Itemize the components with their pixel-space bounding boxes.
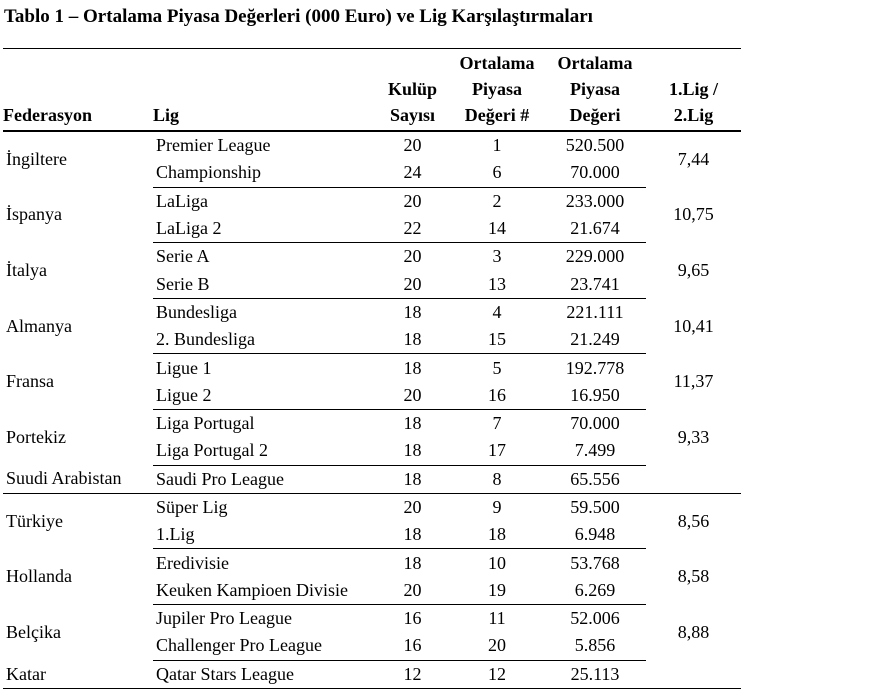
avg-value-cell: 520.500 [565,135,625,156]
rank-cell: 12 [450,660,544,688]
avg-value-cell: 229.000 [565,246,625,267]
kulup-cell: 24 [375,159,450,187]
ratio-cell: 10,41 [673,315,714,336]
rank-cell: 5 [492,357,502,378]
federasyon-cell: İspanya [6,204,62,225]
avg-value-cell: 5.856 [544,632,646,660]
kulup-cell: 18 [403,357,422,378]
rank-cell: 7 [492,413,502,434]
ratio-cell: 9,65 [677,259,710,280]
header-lig-ratio: 1.Lig / 2.Lig [646,49,741,132]
lig-cell: Qatar Stars League [153,660,375,688]
table-row [3,605,741,633]
lig-cell: 2. Bundesliga [153,326,375,354]
federasyon-cell: Belçika [6,621,61,642]
kulup-cell: 22 [375,215,450,243]
avg-value-cell: 6.269 [544,577,646,605]
federasyon-cell: Fransa [6,371,54,392]
lig-cell: Ligue 2 [153,382,375,410]
federasyon-cell: Türkiye [6,510,63,531]
kulup-cell: 18 [375,326,450,354]
kulup-cell: 20 [403,497,422,517]
kulup-cell: 18 [403,413,422,434]
avg-value-cell: 192.778 [565,357,625,378]
avg-value-cell: 23.741 [544,270,646,298]
rank-cell: 10 [488,552,506,573]
kulup-cell: 18 [403,301,422,322]
ratio-cell: 8,88 [677,621,710,642]
lig-cell: Premier League [156,135,271,156]
lig-cell: Ligue 1 [156,357,212,378]
rank-cell: 17 [450,437,544,465]
rank-cell: 14 [450,215,544,243]
ratio-cell [646,465,741,493]
ratio-cell [646,660,741,688]
table-row [3,187,741,215]
avg-value-cell: 59.500 [570,497,620,517]
federasyon-cell: İtalya [6,259,47,280]
federasyon-cell: Almanya [6,315,72,336]
rank-cell: 9 [492,497,502,517]
avg-value-cell: 221.111 [566,301,624,322]
kulup-cell: 20 [403,190,422,211]
ratio-cell: 10,75 [673,204,714,225]
lig-cell: Liga Portugal 2 [153,437,375,465]
avg-value-cell: 65.556 [544,465,646,493]
table-title: Tablo 1 – Ortalama Piyasa Değerleri (000 Euro) ve Lig Karşılaştırmaları [4,6,593,27]
rank-cell: 16 [450,382,544,410]
ratio-cell: 8,58 [677,566,710,587]
lig-cell: Eredivisie [156,552,229,573]
avg-value-cell: 70.000 [570,413,620,434]
rank-cell: 18 [450,521,544,549]
ratio-cell: 9,33 [677,426,710,447]
rank-cell: 8 [450,465,544,493]
ratio-cell: 7,44 [677,149,710,170]
lig-cell: Challenger Pro League [153,632,375,660]
federasyon-cell: Katar [3,660,153,688]
avg-value-cell: 21.249 [544,326,646,354]
avg-value-cell: 6.948 [544,521,646,549]
federasyon-cell: Suudi Arabistan [3,465,153,493]
avg-value-cell: 70.000 [544,159,646,187]
table-row [3,549,741,577]
rank-cell: 20 [450,632,544,660]
market-value-table [3,48,741,689]
header-ortalama-piyasa-degeri: Ortalama Piyasa Değeri [544,49,646,132]
avg-value-cell: 16.950 [544,382,646,410]
avg-value-cell: 52.006 [570,608,620,629]
rank-cell: 1 [492,135,502,156]
federasyon-cell: Portekiz [6,426,66,447]
kulup-cell: 18 [375,465,450,493]
federasyon-cell: İngiltere [6,149,67,170]
avg-value-cell: 7.499 [544,437,646,465]
ratio-cell: 11,37 [673,371,714,392]
lig-cell: Championship [153,159,375,187]
table-row [3,493,741,521]
rank-cell: 11 [488,608,506,629]
kulup-cell: 20 [375,270,450,298]
header-lig: Lig [153,49,375,132]
kulup-cell: 16 [403,608,422,629]
table-row [3,660,741,688]
rank-cell: 4 [492,301,502,322]
rank-cell: 15 [450,326,544,354]
kulup-cell: 16 [375,632,450,660]
kulup-cell: 20 [403,246,422,267]
kulup-cell: 12 [375,660,450,688]
kulup-cell: 20 [403,135,422,156]
rank-cell: 6 [450,159,544,187]
kulup-cell: 18 [403,552,422,573]
rank-cell: 13 [450,270,544,298]
avg-value-cell: 233.000 [565,190,625,211]
lig-cell: LaLiga [156,190,208,211]
lig-cell: Bundesliga [156,301,237,322]
header-ortalama-piyasa-degeri-rank: Ortalama Piyasa Değeri # [450,49,544,132]
rank-cell: 2 [492,190,502,211]
ratio-cell: 8,56 [677,510,710,531]
table-row [3,409,741,437]
avg-value-cell: 21.674 [544,215,646,243]
table-row [3,465,741,493]
avg-value-cell: 53.768 [570,552,620,573]
lig-cell: Liga Portugal [156,413,255,434]
avg-value-cell: 25.113 [544,660,646,688]
federasyon-cell: Hollanda [6,566,72,587]
table-row [3,131,741,159]
rank-cell: 3 [492,246,502,267]
kulup-cell: 20 [375,577,450,605]
header-kulup-sayisi: Kulüp Sayısı [375,49,450,132]
table-row [3,298,741,326]
lig-cell: LaLiga 2 [153,215,375,243]
lig-cell: Serie B [153,270,375,298]
lig-cell: Keuken Kampioen Divisie [153,577,375,605]
table-header-row [3,49,741,132]
lig-cell: Süper Lig [156,497,228,517]
rank-cell: 19 [450,577,544,605]
header-federasyon: Federasyon [3,49,153,132]
kulup-cell: 18 [375,521,450,549]
kulup-cell: 20 [375,382,450,410]
lig-cell: Saudi Pro League [153,465,375,493]
table-row [3,354,741,382]
lig-cell: 1.Lig [153,521,375,549]
table-row [3,243,741,271]
kulup-cell: 18 [375,437,450,465]
lig-cell: Jupiler Pro League [156,608,292,629]
lig-cell: Serie A [156,246,210,267]
